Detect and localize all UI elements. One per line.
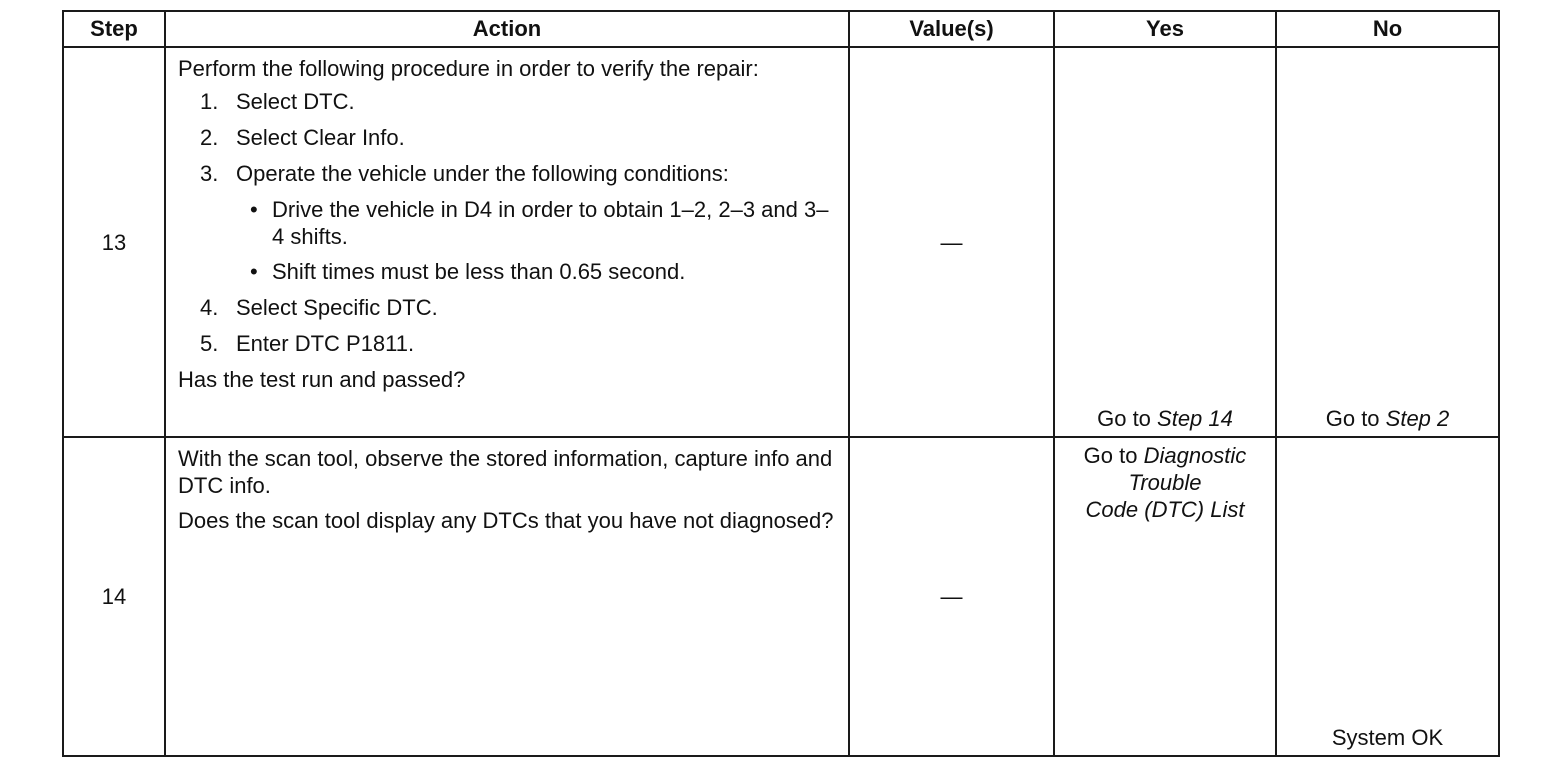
header-action: Action — [165, 11, 849, 47]
value-dash: — — [940, 229, 963, 255]
action-instruction: With the scan tool, observe the stored information, capture info and DTC info. — [178, 446, 833, 498]
no-cell — [1276, 437, 1499, 756]
action-cell — [165, 47, 849, 437]
header-yes: Yes — [1054, 11, 1276, 47]
yes-cell — [1054, 437, 1276, 756]
list-item — [178, 88, 836, 115]
value-cell — [849, 437, 1054, 756]
header-step: Step — [63, 11, 165, 47]
bullet-text: Drive the vehicle in D4 in order to obtain 1–2, 2–3 and 3–4 shifts. — [272, 197, 829, 249]
no-step-link[interactable]: Step 2 — [1385, 406, 1450, 431]
list-item — [178, 124, 836, 151]
yes-result — [1055, 442, 1275, 523]
item-text: Select Specific DTC. — [236, 295, 438, 320]
diagnostic-table — [62, 10, 1500, 757]
procedure-list — [178, 88, 836, 357]
item-text: Enter DTC P1811. — [236, 331, 415, 356]
item-text: Operate the vehicle under the following conditions: — [236, 161, 729, 186]
bullet-icon: • — [250, 197, 258, 222]
bullet-icon: • — [250, 259, 258, 284]
table-row — [63, 437, 1499, 756]
dtc-list-link[interactable]: Diagnostic — [1143, 443, 1247, 468]
yes-prefix: Go to — [1083, 443, 1144, 468]
bullet-item — [236, 258, 836, 285]
yes-cell — [1054, 47, 1276, 437]
header-values: Value(s) — [849, 11, 1054, 47]
bullet-item — [236, 196, 836, 250]
item-number: 5. — [200, 331, 219, 356]
action-intro: Perform the following procedure in order to verify the repair: — [178, 56, 759, 81]
condition-list — [236, 196, 836, 285]
step-number: 14 — [63, 437, 165, 756]
item-number: 1. — [200, 89, 219, 114]
action-question: Does the scan tool display any DTCs that you have not diagnosed? — [178, 508, 834, 533]
action-cell — [165, 437, 849, 756]
header-no: No — [1276, 11, 1499, 47]
list-item — [178, 294, 836, 321]
value-dash: — — [940, 584, 963, 609]
dtc-list-link[interactable]: Code (DTC) List — [1085, 497, 1245, 522]
item-number: 2. — [200, 125, 219, 150]
no-result — [1277, 405, 1498, 432]
no-prefix: Go to — [1325, 406, 1386, 431]
table-row — [63, 47, 1499, 437]
item-number: 3. — [200, 161, 219, 186]
header-row — [63, 11, 1499, 47]
item-number: 4. — [200, 295, 219, 320]
step-number: 13 — [63, 47, 165, 437]
action-question: Has the test run and passed? — [178, 367, 466, 392]
no-result: System OK — [1331, 725, 1444, 750]
list-item — [178, 330, 836, 357]
dtc-list-link[interactable]: Trouble — [1128, 470, 1202, 495]
no-cell — [1276, 47, 1499, 437]
yes-result — [1055, 405, 1275, 432]
bullet-text: Shift times must be less than 0.65 second. — [272, 259, 686, 284]
yes-prefix: Go to — [1097, 406, 1158, 431]
item-text: Select Clear Info. — [236, 125, 405, 150]
yes-step-link[interactable]: Step 14 — [1157, 406, 1233, 431]
item-text: Select DTC. — [236, 89, 355, 114]
value-cell — [849, 47, 1054, 437]
list-item — [178, 160, 836, 285]
